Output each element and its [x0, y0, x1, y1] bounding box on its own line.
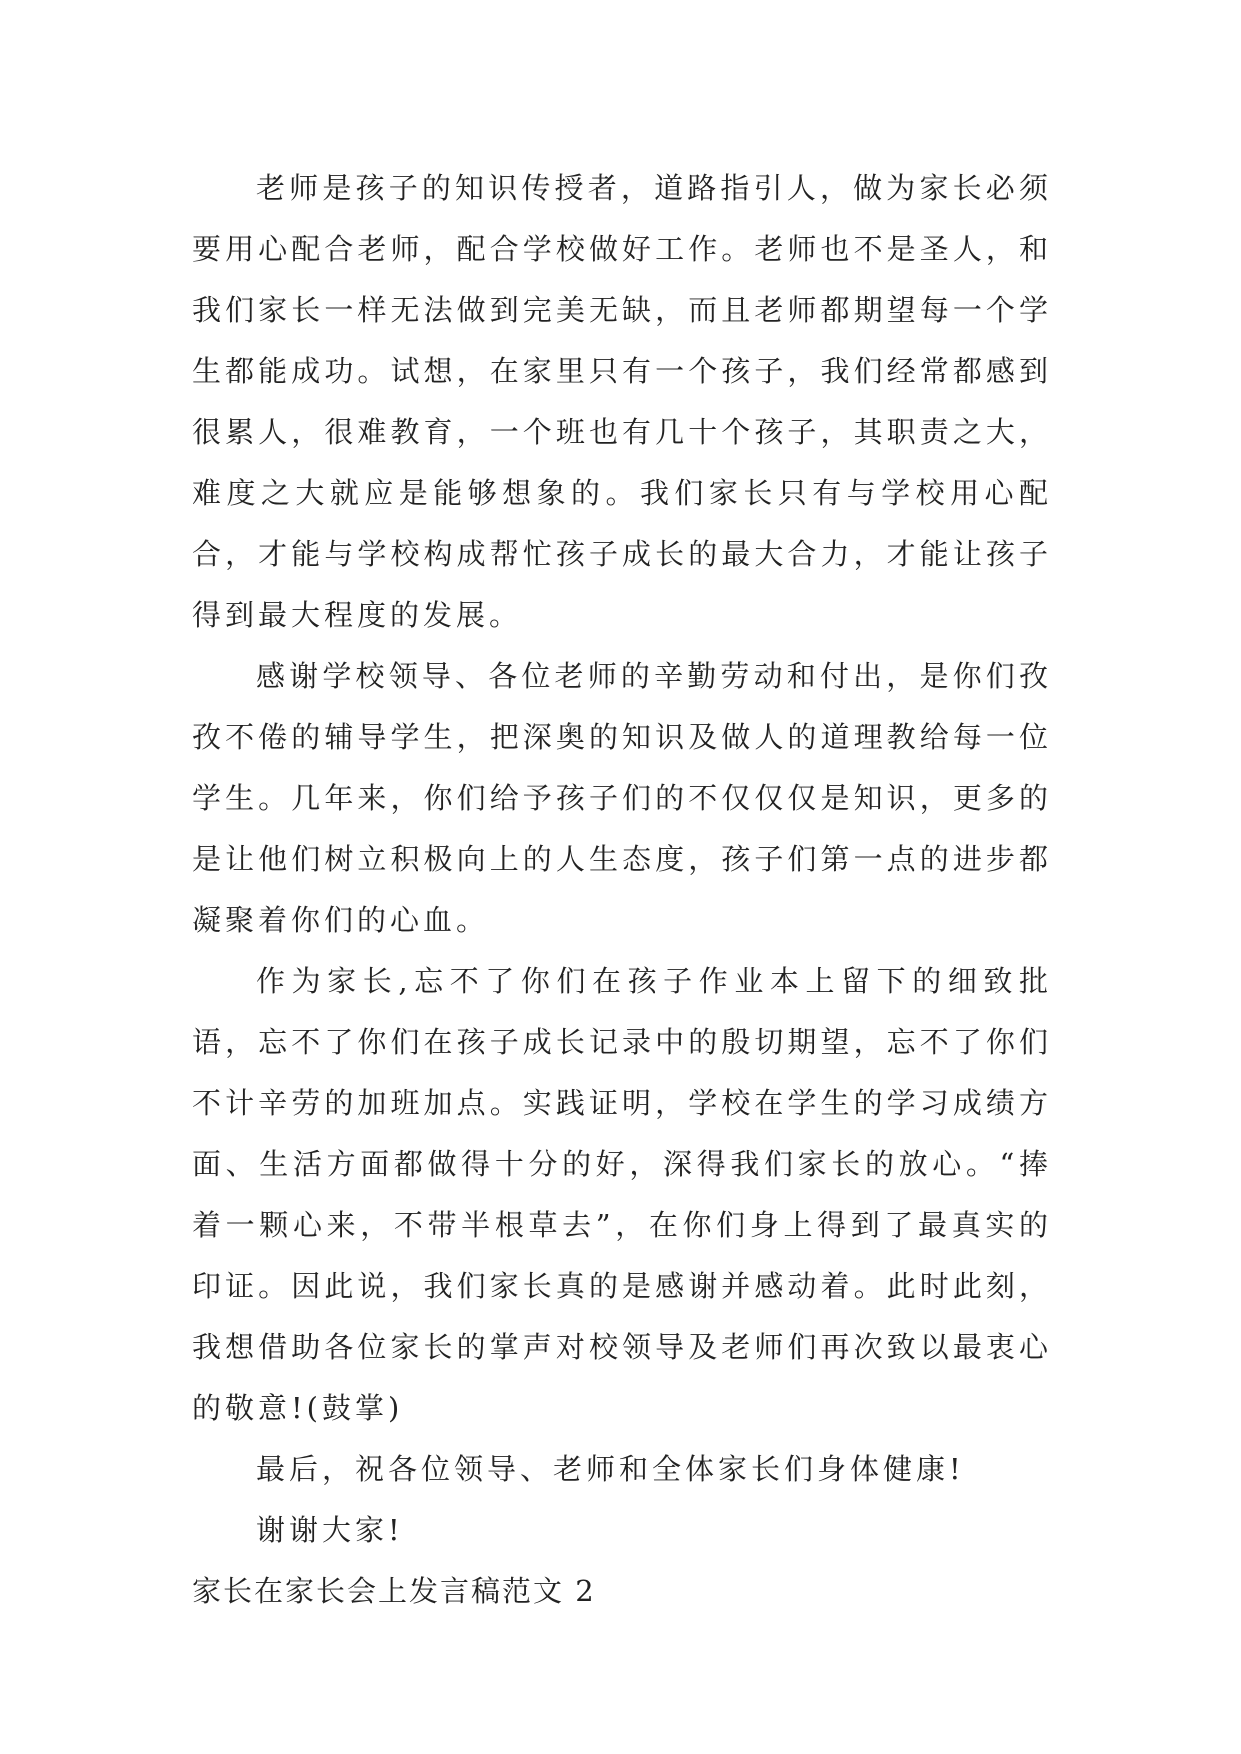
paragraph-wishes: 最后，祝各位领导、老师和全体家长们身体健康!	[256, 1452, 965, 1486]
document-page	[192, 158, 1052, 1622]
paragraph-teachers-role: 老师是孩子的知识传授者，道路指引人，做为家长必须要用心配合老师，配合学校做好工作。老师也不是圣人，和我们家长一样无法做到完美无缺，而且老师都期望每一个学生都能成功。试想，在家里只有一个孩子，我们经常都感到很累人，很难教育，一个班也有几十个孩子，其职责之大，难度之大就应是能够想象的。我们家长只有与学校用心配合，才能与学校构成帮忙孩子成长的最大合力，才能让孩子得到最大程度的发展。	[192, 171, 1052, 632]
paragraph-thank-you: 谢谢大家!	[256, 1513, 404, 1547]
paragraph-as-parents: 作为家长,忘不了你们在孩子作业本上留下的细致批语，忘不了你们在孩子成长记录中的殷切期望，忘不了你们不计辛劳的加班加点。实践证明，学校在学生的学习成绩方面、生活方面都做得十分的好，深得我们家长的放心。“捧着一颗心来，不带半根草去”，在你们身上得到了最真实的印证。因此说，我们家长真的是感谢并感动着。此时此刻，我想借助各位家长的掌声对校领导及老师们再次致以最衷心的敬意!(鼓掌)	[192, 964, 1052, 1425]
paragraph-thanks: 感谢学校领导、各位老师的辛勤劳动和付出，是你们孜孜不倦的辅导学生，把深奥的知识及做人的道理教给每一位学生。几年来，你们给予孩子们的不仅仅仅是知识，更多的是让他们树立积极向上的人生态度，孩子们第一点的进步都凝聚着你们的心血。	[192, 659, 1052, 937]
section-heading: 家长在家长会上发言稿范文 2	[192, 1574, 596, 1608]
